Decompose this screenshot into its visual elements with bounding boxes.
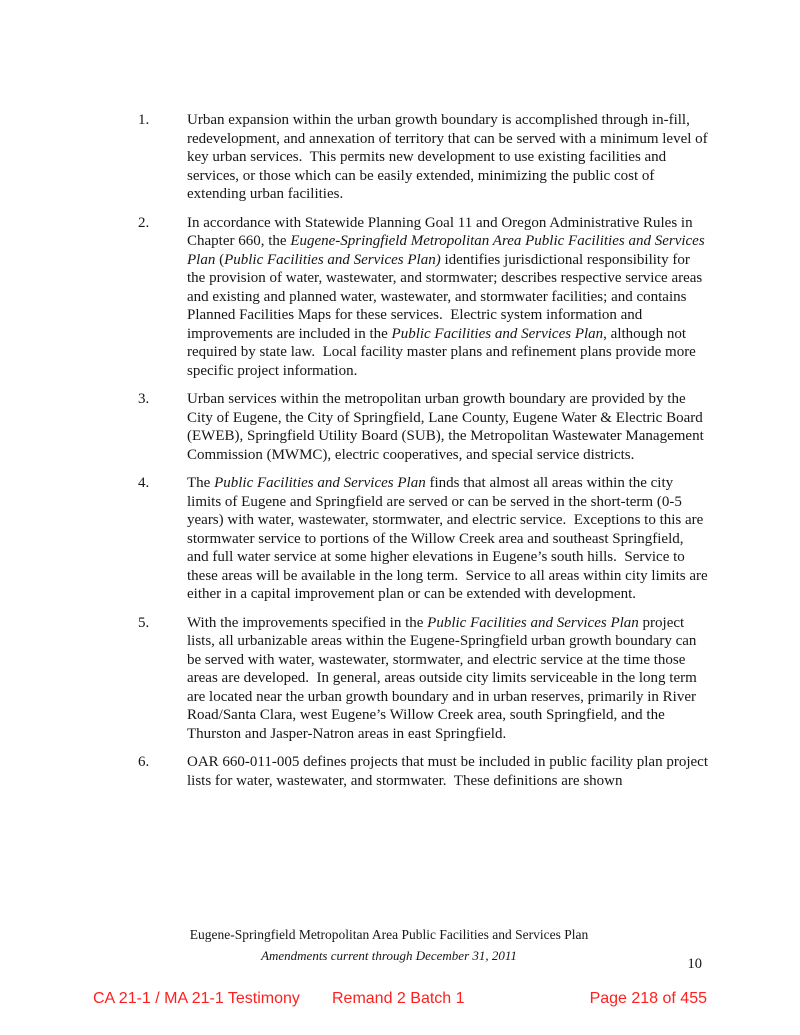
item-number: 4. (138, 475, 150, 491)
stamp-case-number: CA 21-1 / MA 21-1 Testimony (93, 990, 300, 1007)
list-item (138, 474, 712, 604)
list-item (138, 390, 708, 464)
list-item (138, 214, 708, 381)
item-text: Urban expansion within the urban growth boundary is accomplished through in-fill, redevelopment, and annexation of territory that can be served with a minimum level of key urban services. This permits new development to use existing facilities and services, or those which can be easily extended, minimizing the public cost of extending urban facilities. (187, 112, 712, 202)
item-number: 3. (138, 391, 150, 407)
item-number: 6. (138, 754, 150, 770)
item-text: The Public Facilities and Services Plan finds that almost all areas within the city limits of Eugene and Springfield are served or can be served in the short-term (0-5 years) with water, wastewater, stormwater, and electric service. Exceptions to this are stormwater service to portions of the Willow Creek area and southeast Springfield, and full water service at some higher elevations in Eugene’s south hills. Service to these areas will be available in the long term. Service to all areas within city limits are either in a capital improvement plan or can be extended with development. (187, 475, 712, 602)
item-text: With the improvements specified in the Public Facilities and Services Plan project lists, all urbanizable areas within the Eugene-Springfield urban growth boundary can be served with water, wastewater, stormwater, and electric service at the time those areas are developed. In general, areas outside city limits serviceable in the long term are located near the urban growth boundary and in urban reserves, primarily in River Road/Santa Clara, west Eugene’s Willow Creek area, south Springfield, and the Thurston and Jasper-Natron areas in east Springfield. (187, 614, 701, 742)
list-item (138, 614, 708, 744)
testimony-stamp (0, 990, 800, 1012)
page-footer (89, 924, 689, 966)
item-text: In accordance with Statewide Planning Goal 11 and Oregon Administrative Rules in Chapter 660, the Eugene-Springfield Metropolitan Area Public Facilities and Services Plan (Public Facilities and Services Plan) identifies jurisdictional responsibility for the provision of water, wastewater, and stormwater; describes respective service areas and existing and planned water, wastewater, and stormwater facilities; and contains Planned Facilities Maps for these services. Electric system information and improvements are included in the Public Facilities and Services Plan, although not required by state law. Local facility master plans and refinement plans provide more specific project information. (187, 214, 709, 379)
list-item (138, 753, 712, 790)
item-text: Urban services within the metropolitan urban growth boundary are provided by the City of Eugene, the City of Springfield, Lane County, Eugene Water & Electric Board (EWEB), Springfield Utility Board (SUB), the Metropolitan Wastewater Management Commission (MWMC), electric cooperatives, and special service districts. (187, 391, 708, 463)
footer-amendments-note: Amendments current through December 31, 2011 (261, 948, 517, 963)
footer-title: Eugene-Springfield Metropolitan Area Public Facilities and Services Plan (189, 927, 589, 942)
list-item (138, 111, 712, 204)
item-number: 1. (138, 112, 150, 128)
stamp-page-indicator: Page 218 of 455 (589, 990, 707, 1007)
numbered-list (138, 111, 712, 800)
stamp-batch-label: Remand 2 Batch 1 (332, 990, 465, 1007)
item-text: OAR 660-011-005 defines projects that must be included in public facility plan project lists for water, wastewater, and stormwater. These definitions are shown (187, 754, 712, 789)
page-number: 10 (687, 956, 702, 972)
item-number: 5. (138, 614, 150, 631)
item-number: 2. (138, 214, 150, 231)
